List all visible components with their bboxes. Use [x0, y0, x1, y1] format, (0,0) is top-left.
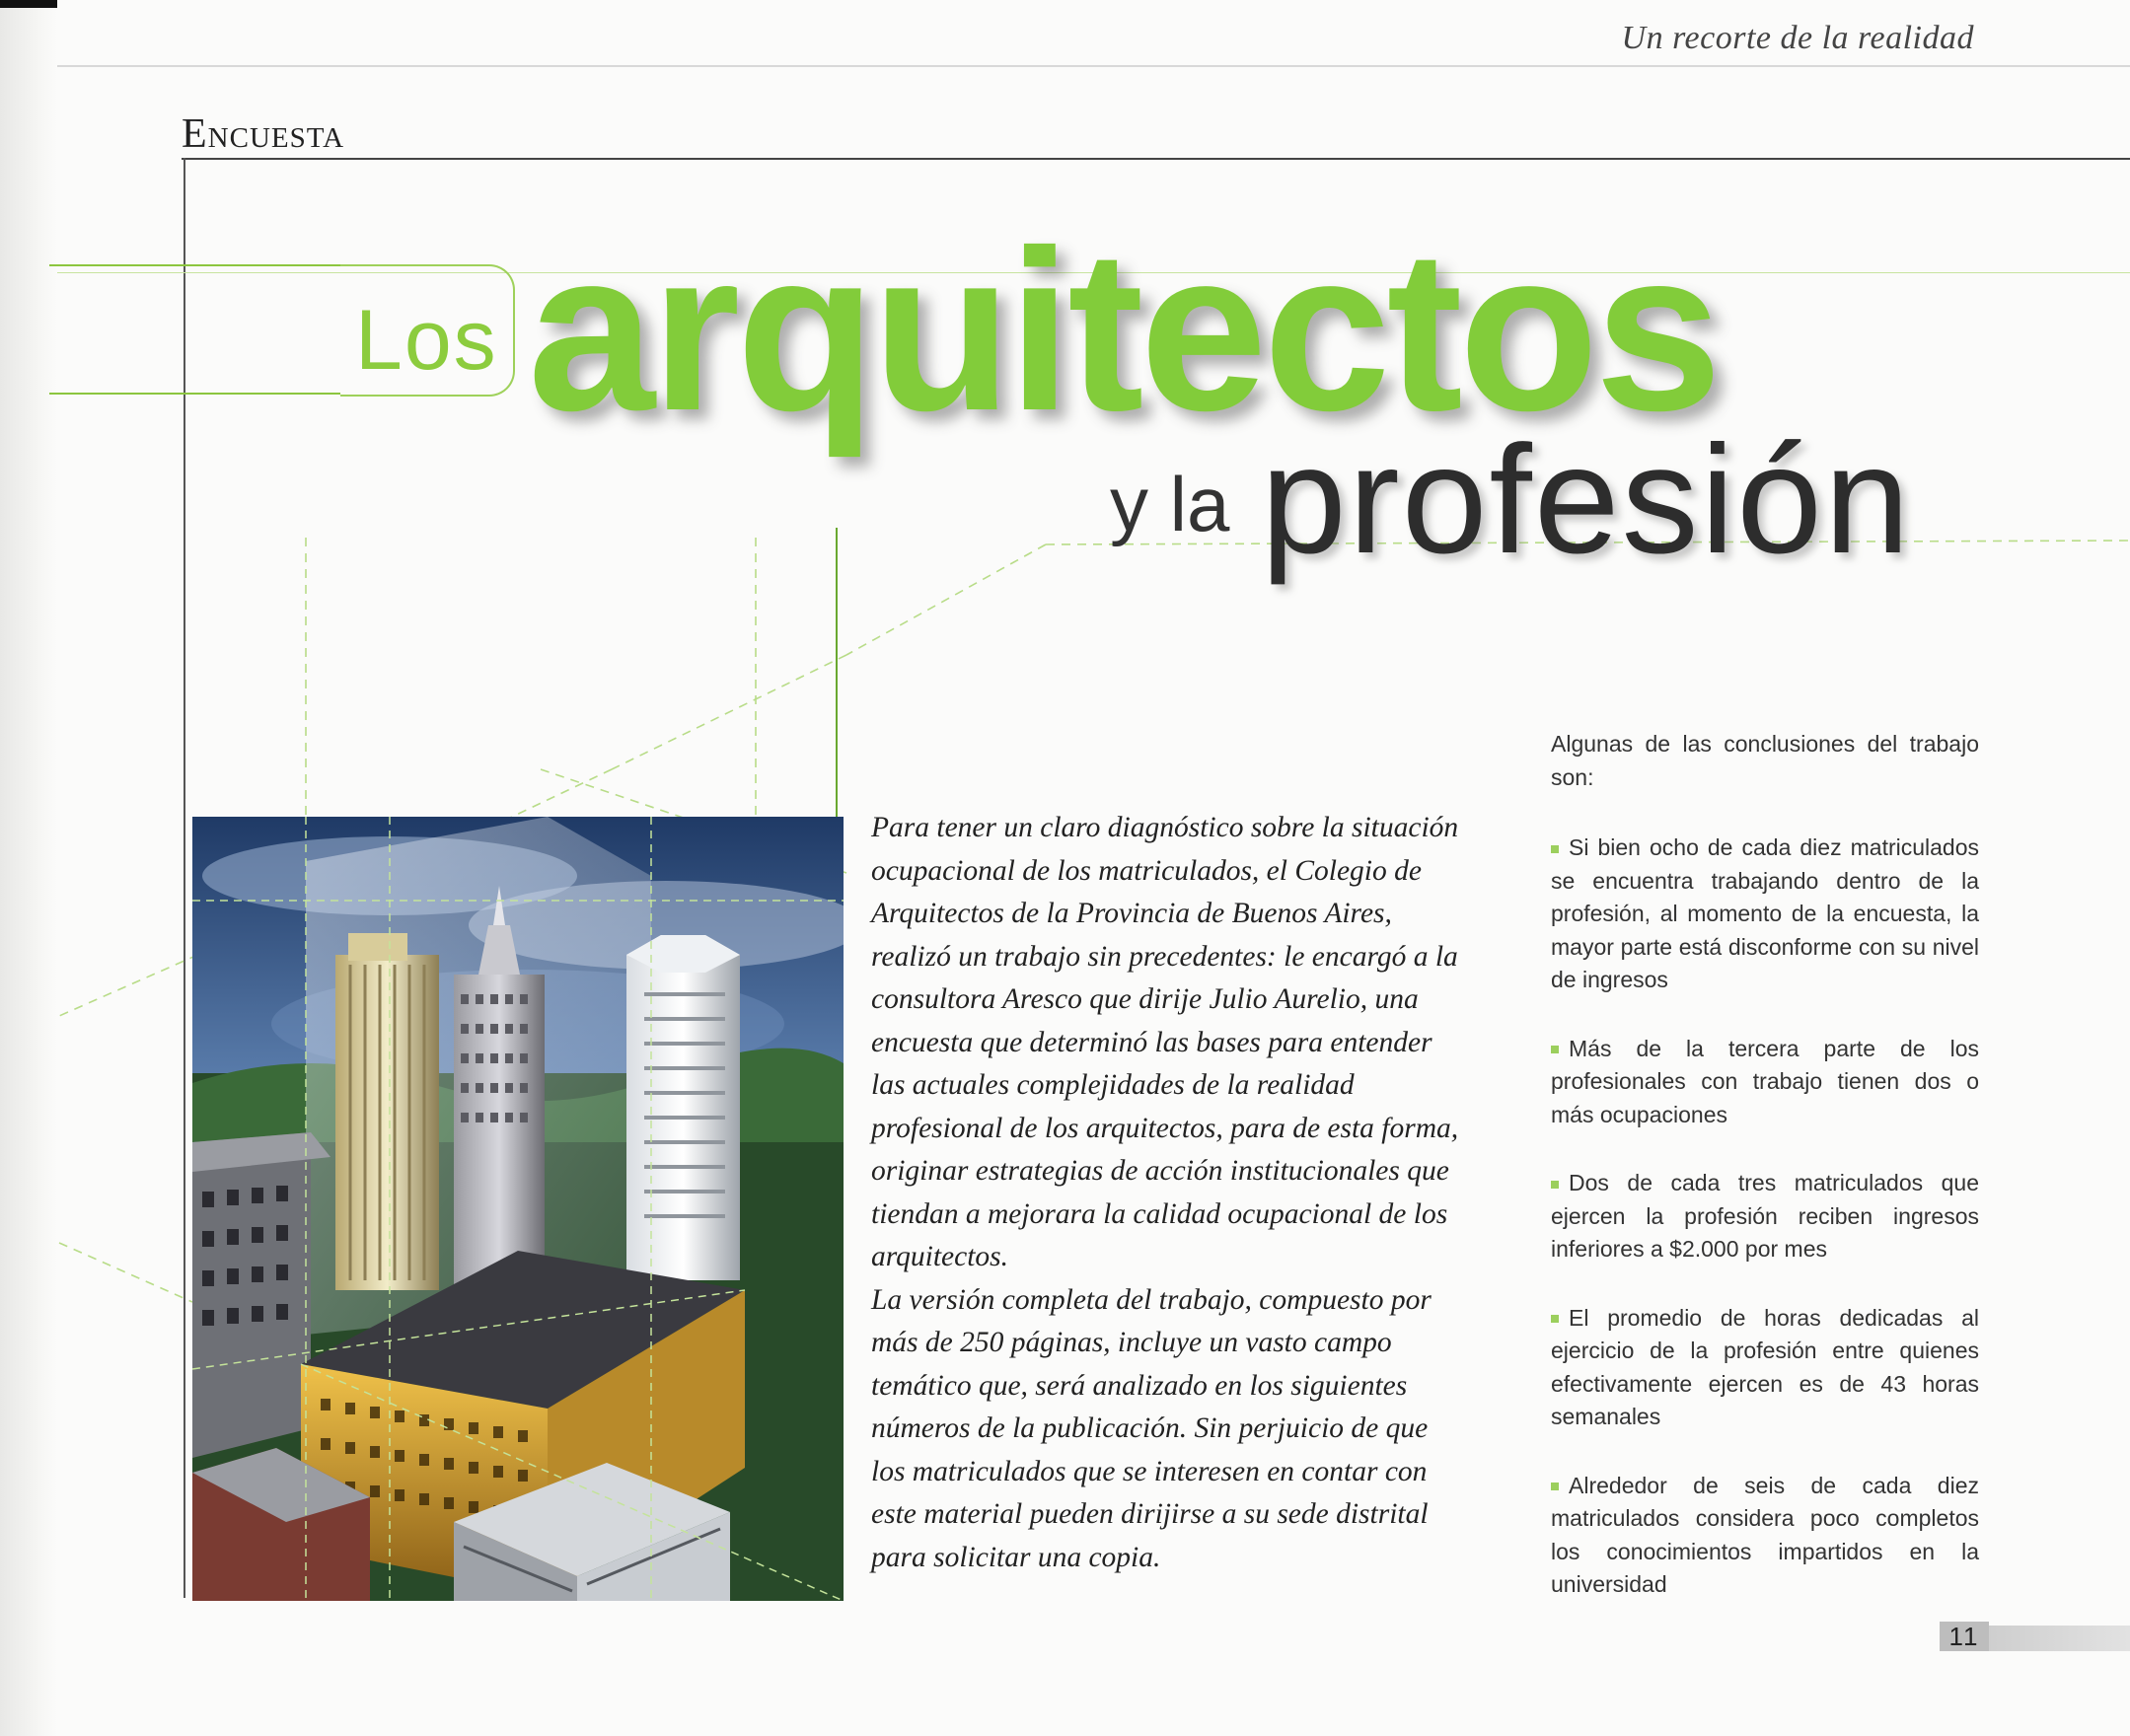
title-rule-bottom: [49, 393, 340, 395]
running-title: Un recorte de la realidad: [1621, 20, 1974, 56]
lead-text: [871, 807, 1463, 1579]
bullet-icon: [1551, 845, 1559, 853]
title-los: Los: [355, 293, 498, 388]
conclusion-text: Dos de cada tres matriculados que ejercen la profesión reciben ingresos inferiores a $2.000 por mes: [1551, 1170, 1979, 1262]
bullet-icon: [1551, 1181, 1559, 1189]
conclusion-item: [1551, 1167, 1979, 1266]
conclusion-item: [1551, 1470, 1979, 1602]
lead-paragraph-1: Para tener un claro diagnóstico sobre la situación ocupacional de los matriculados, el Colegio de Arquitectos de la Provincia de Buenos Aires, realizó un trabajo sin precedentes: le encargó a la consultora Aresco que dirije Julio Aurelio, una encuesta que determinó las bases para entender las actuales complejidades de la realidad profesional de los arquitectos, para de esta forma, originar estrategias de acción institucionales que tiendan a mejorara la calidad ocupacional de los arquitectos.: [871, 812, 1459, 1272]
title-arquitectos: arquitectos: [528, 203, 1719, 459]
title-profesion: profesión: [1261, 414, 1912, 586]
conclusion-text: Si bien ocho de cada diez matriculados se encuentra trabajando dentro de la profesión, al momento de la encuesta, la mayor parte está disconforme con su nivel de ingresos: [1551, 834, 1979, 992]
conclusion-item: [1551, 832, 1979, 997]
conclusion-text: Más de la tercera parte de los profesionales con trabajo tienen dos o más ocupaciones: [1551, 1035, 1979, 1127]
conclusions-sidebar: [1551, 728, 1979, 1637]
title-rule-top: [49, 264, 340, 266]
title-y-la: y la: [1110, 461, 1230, 547]
section-label: Encuesta: [182, 111, 345, 157]
bullet-icon: [1551, 1483, 1559, 1490]
bullet-icon: [1551, 1315, 1559, 1323]
conclusion-text: Alrededor de seis de cada diez matriculados considera poco completos los conocimientos impartidos en la universidad: [1551, 1472, 1979, 1597]
city-buildings-illustration: [192, 817, 844, 1601]
conclusions-intro: Algunas de las conclusiones del trabajo son:: [1551, 731, 1979, 790]
conclusion-item: [1551, 1033, 1979, 1132]
conclusion-item: [1551, 1302, 1979, 1434]
lead-paragraph-2: La versión completa del trabajo, compuesto por más de 250 páginas, incluye un vasto campo temático que, será analizado en los siguientes números de la publicación. Sin perjuicio de que los matriculados que se interesen en contar con este material pueden dirijirse a su sede distrital para solicitar una copia.: [871, 1283, 1432, 1573]
bullet-icon: [1551, 1046, 1559, 1053]
conclusion-text: El promedio de horas dedicadas al ejercicio de la profesión entre quienes efectivamente ejercen es de 43 horas semanales: [1551, 1304, 1979, 1429]
page-number: 11: [1940, 1622, 1989, 1651]
